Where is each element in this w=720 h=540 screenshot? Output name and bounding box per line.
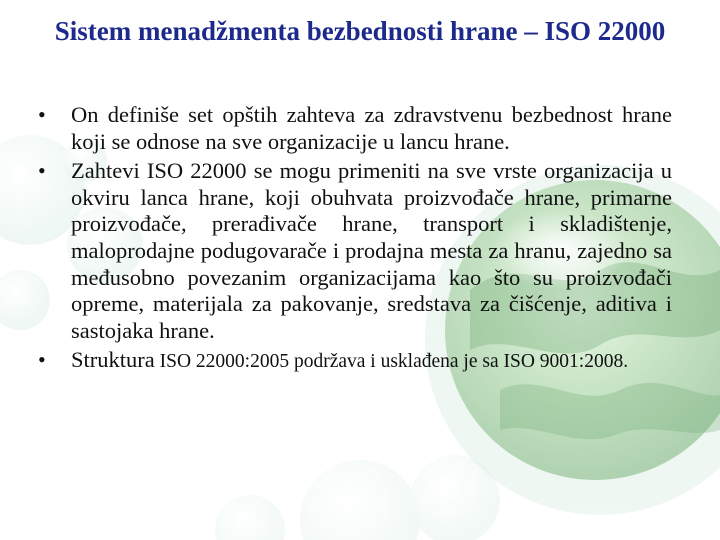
bullet-text: On definiše set opštih zahteva za zdravstvenu bezbednost hrane koji se odnose na sve organizacije u lancu hrane. <box>71 102 672 154</box>
bullet-item <box>38 158 672 344</box>
bullet-marker: • <box>38 347 46 373</box>
bullet-item <box>38 347 672 376</box>
slide-content <box>38 102 672 379</box>
bullet-item <box>38 102 672 155</box>
bullet-lead: Struktura <box>71 347 155 373</box>
bullet-marker: • <box>38 158 46 184</box>
bullet-marker: • <box>38 102 46 127</box>
slide-title: Sistem menadžmenta bezbednosti hrane – ISO 22000 <box>54 16 666 46</box>
bullet-text: ISO 22000:2005 podržava i usklađena je sa ISO 9001:2008. <box>154 351 629 373</box>
bullet-list <box>38 102 672 376</box>
bullet-text: Zahtevi ISO 22000 se mogu primeniti na sve vrste organizacija u okviru lanca hrane, koji obuhvata proizvođače hrane, primarne proizvođače, prerađivače hrane, transport i skladištenje, maloprodajne podugovarače i prodajna mesta za hranu, zajedno sa međusobno povezanim organizacijama kao što su proizvođači opreme, materijala za pakovanje, sredstava za čišćenje, aditiva i sastojaka hrane. <box>71 158 672 343</box>
decorative-bubbles-bottom <box>215 455 500 540</box>
